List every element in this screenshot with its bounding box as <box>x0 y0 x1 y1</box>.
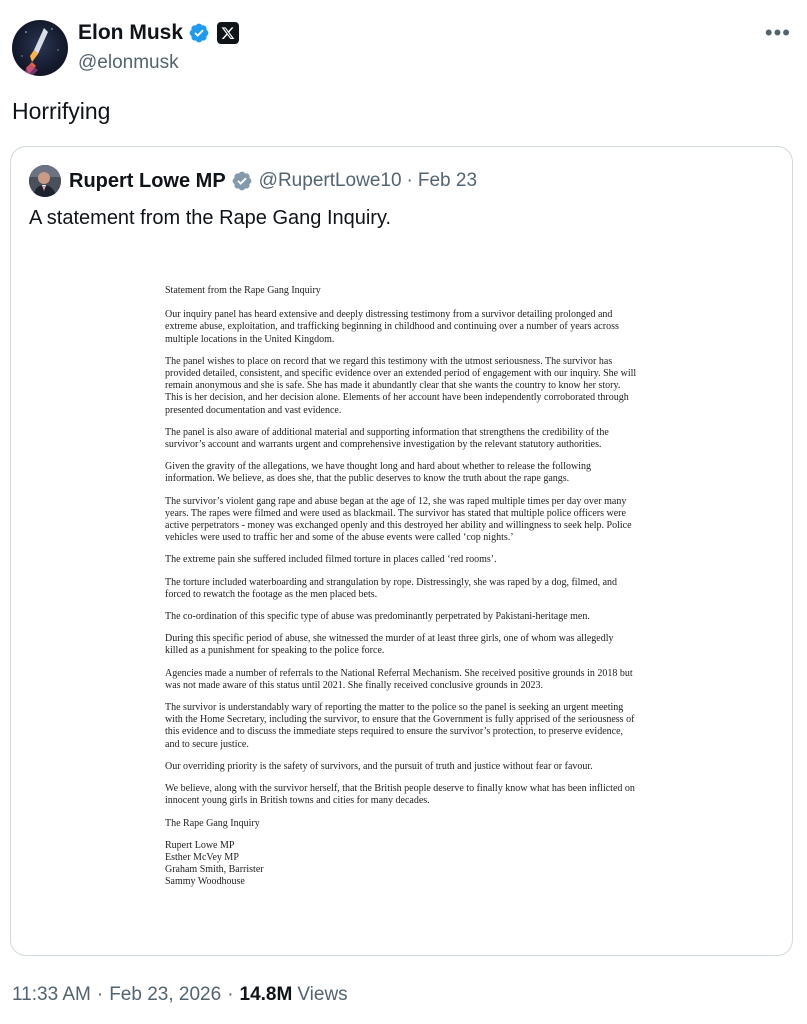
tweet-meta <box>12 984 348 1006</box>
statement-paragraph: The torture included waterboarding and strangulation by rope. Distressingly, she was raped by a dog, filmed, and forced to rewatch the footage as the men placed bets. <box>165 576 618 600</box>
statement-paragraph: The co-ordination of this specific type of abuse was predominantly perpetrated by Pakistani-heritage men. <box>165 611 590 623</box>
statement-closing: The Rape Gang Inquiry <box>165 817 260 829</box>
quoted-separator: · <box>406 170 413 191</box>
statement-paragraph: The panel wishes to place on record that we regard this testimony with the utmost seriousness. The survivor has provided detailed, consistent, and specific evidence over an extended period of engagement with our inquiry. She will remain anonymous and she is safe. She has made it abundantly clear that she wants the country to know her story. This is her decision, and her decision alone. Elements of her account have been independently corroborated through presented documentation and vast evidence. <box>165 355 637 416</box>
quoted-author-handle[interactable]: @RupertLowe10 <box>258 170 402 191</box>
quoted-tweet[interactable] <box>10 146 793 956</box>
quoted-tweet-text: A statement from the Rape Gang Inquiry. <box>29 207 392 229</box>
quoted-author-name[interactable]: Rupert Lowe MP <box>69 169 226 192</box>
tweet-header <box>12 18 795 78</box>
quoted-author-avatar[interactable] <box>29 165 61 197</box>
x-logo-icon <box>217 22 239 44</box>
tweet-text: Horrifying <box>12 98 111 124</box>
meta-separator: · <box>96 984 104 1005</box>
tweet-time[interactable]: 11:33 AM <box>12 984 91 1005</box>
statement-paragraph: The survivor is understandably wary of reporting the matter to the police so the panel is seeking an urgent meeting with the Home Secretary, including the survivor, to ensure that the Government is fully apprised of the seriousness of this evidence and to discuss the immediate steps required to ensure the survivor’s protection, to preserve evidence, and to secure justice. <box>165 702 635 750</box>
statement-paragraph: Our overriding priority is the safety of survivors, and the pursuit of truth and justice without fear or favour. <box>165 760 593 772</box>
views-label: Views <box>297 984 348 1005</box>
statement-paragraph: The panel is also aware of additional material and supporting information that strengthens the credibility of the survivor’s account and warrants urgent and comprehensive investigation by the relevant statutory authorities. <box>165 426 609 451</box>
author-avatar[interactable] <box>12 20 68 76</box>
author-name-row <box>78 21 239 45</box>
author-handle[interactable]: @elonmusk <box>78 52 179 73</box>
more-options-icon[interactable]: ••• <box>764 20 791 45</box>
signatory: Esther McVey MP <box>165 851 239 863</box>
meta-separator: · <box>227 984 234 1005</box>
signatory: Graham Smith, Barrister <box>165 864 264 876</box>
statement-paragraph: Given the gravity of the allegations, we have thought long and hard about whether to release the following information. We believe, as does she, that the public deserves to know the truth about the rape gangs. <box>165 461 591 485</box>
signatory: Sammy Woodhouse <box>165 876 245 888</box>
statement-paragraph: We believe, along with the survivor herself, that the British people deserve to finally know what has been inflicted on innocent young girls in British towns and cities for many decades. <box>165 783 635 807</box>
statement-title: Statement from the Rape Gang Inquiry <box>165 285 321 296</box>
statement-paragraph: The extreme pain she suffered included filmed torture in places called ‘red rooms’. <box>165 554 497 566</box>
statement-document <box>165 285 637 899</box>
statement-signatories <box>165 840 637 889</box>
statement-paragraph: The survivor’s violent gang rape and abuse began at the age of 12, she was raped multiple times per day over many years. The rapes were filmed and were used as blackmail. The survivor has stated that multiple police officers were active perpetrators - money was exchanged openly and this destroyed her ability and willingness to seek help. Police vehicles were used to traffic her and some of the abuse events were called ‘cop nights.’ <box>165 495 632 544</box>
verified-badge-icon[interactable] <box>188 22 210 44</box>
tweet-date[interactable]: Feb 23, 2026 <box>109 984 222 1005</box>
views-count[interactable]: 14.8M <box>239 984 293 1005</box>
verified-badge-icon[interactable] <box>231 170 253 192</box>
quoted-date[interactable]: Feb 23 <box>417 170 478 191</box>
quoted-tweet-header <box>29 165 477 197</box>
author-name[interactable]: Elon Musk <box>78 21 184 44</box>
statement-image[interactable] <box>29 251 774 941</box>
statement-paragraph: Agencies made a number of referrals to the National Referral Mechanism. She received positive grounds in 2018 but was not made aware of this status until 2021. She finally received conclusive grounds in 2023. <box>165 667 633 691</box>
statement-paragraph: During this specific period of abuse, she witnessed the murder of at least three girls, one of whom was allegedly killed as a punishment for speaking to the police force. <box>165 633 614 657</box>
signatory: Rupert Lowe MP <box>165 839 235 851</box>
statement-paragraph: Our inquiry panel has heard extensive and deeply distressing testimony from a survivor detailing prolonged and extreme abuse, exploitation, and trafficking beginning in childhood and continuing over a number of years across multiple locations in the United Kingdom. <box>165 309 619 345</box>
